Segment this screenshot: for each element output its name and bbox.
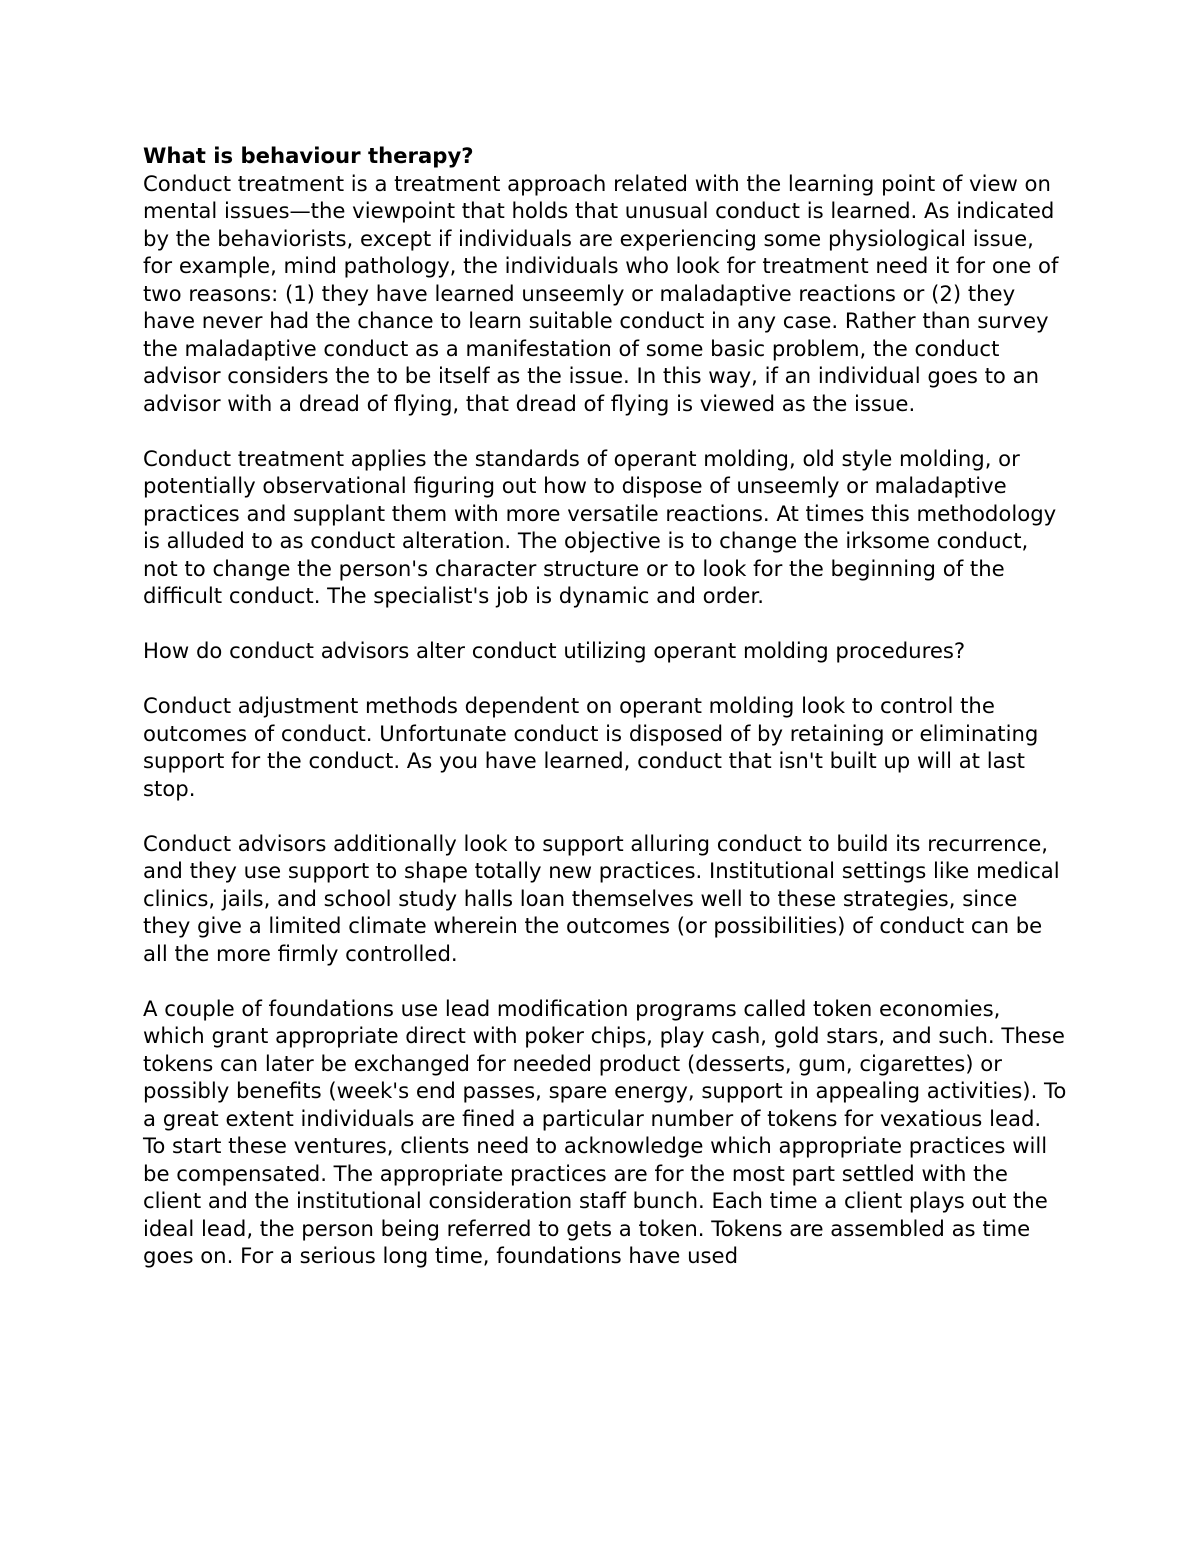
document-body bbox=[143, 142, 1068, 1297]
paragraph-2: Conduct treatment applies the standards of operant molding, old style molding, or potentially observational figuring out how to dispose of unseemly or maladaptive practices and supplant them with more versatile reactions. At times this methodology is alluded to as conduct alteration. The objective is to change the irksome conduct, not to change the person's character structure or to look for the beginning of the difficult conduct. The specialist's job is dynamic and order. bbox=[143, 445, 1057, 608]
document-heading: What is behaviour therapy? bbox=[143, 143, 474, 168]
paragraph-4: Conduct adjustment methods dependent on operant molding look to control the outcomes of conduct. Unfortunate conduct is disposed of by retaining or eliminating support for the conduct. As you have learned, conduct that isn't built up will at last stop. bbox=[143, 693, 1039, 801]
paragraph-1: Conduct treatment is a treatment approach related with the learning point of view on mental issues—the viewpoint that holds that unusual conduct is learned. As indicated by the behaviorists, except if individuals are experiencing some physiological issue, for example, mind pathology, the individuals who look for treatment need it for one of two reasons: (1) they have learned unseemly or maladaptive reactions or (2) they have never had the chance to learn suitable conduct in any case. Rather than survey the maladaptive conduct as a manifestation of some basic problem, the conduct advisor considers the to be itself as the issue. In this way, if an individual goes to an advisor with a dread of flying, that dread of flying is viewed as the issue. bbox=[143, 170, 1059, 416]
paragraph-5: Conduct advisors additionally look to support alluring conduct to build its recurrence, and they use support to shape totally new practices. Institutional settings like medical clinics, jails, and school study halls loan themselves well to these strategies, since they give a limited climate wherein the outcomes (or possibilities) of conduct can be all the more firmly controlled. bbox=[143, 830, 1060, 966]
paragraph-question: How do conduct advisors alter conduct utilizing operant molding procedures? bbox=[143, 638, 966, 663]
paragraph-6: A couple of foundations use lead modification programs called token economies, which grant appropriate direct with poker chips, play cash, gold stars, and such. These tokens can later be exchanged for needed product (desserts, gum, cigarettes) or possibly benefits (week's end passes, spare energy, support in appealing activities). To a great extent individuals are fined a particular number of tokens for vexatious lead. To start these ventures, clients need to acknowledge which appropriate practices will be compensated. The appropriate practices are for the most part settled with the client and the institutional consideration staff bunch. Each time a client plays out the ideal lead, the person being referred to gets a token. Tokens are assembled as time goes on. For a serious long time, foundations have used bbox=[143, 995, 1067, 1268]
